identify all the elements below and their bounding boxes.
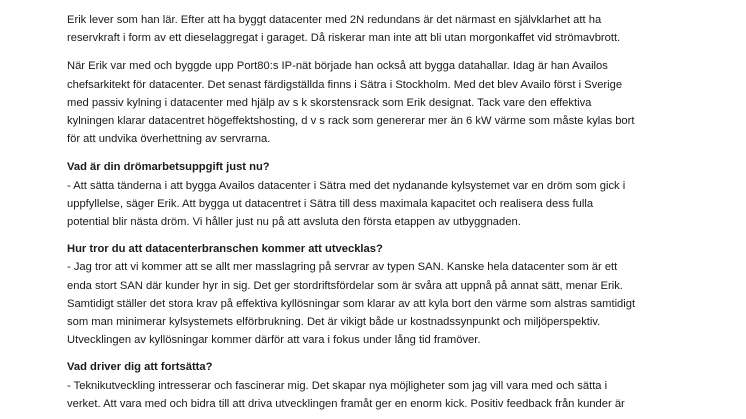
article-body	[67, 11, 707, 419]
answer-paragraph: - Att sätta tänderna i att bygga Availos datacenter i Sätra med det nydanande kylsystemet var en dröm som gick i uppfyllelse, säger Erik. Att bygga ut datacentret i Sätra till dess maximala kapacitet och realisera dess fulla potential blir nästa dröm. Vi håller just nu på att avsluta den första etappen av utbyggnaden.	[67, 179, 626, 229]
answer-paragraph: - Teknikutveckling intresserar och fascinerar mig. Det skapar nya möjligheter som jag vill vara med och sätta i verket. Att vara med och bidra till att driva utvecklingen framåt ger en enorm kick. Positiv feedback från kunder är	[67, 379, 625, 410]
question-heading: Vad driver dig att fortsätta?	[67, 361, 213, 374]
intro-paragraph-2: När Erik var med och byggde upp Port80:s IP-nät började han också att bygga datahallar. Idag är han Availos chefsarkitekt för datacenter. Det senast färdigställda finns i Sätra i Stockholm. Med det blev Availo först i Sverige med passiv kylning i datacenter med hjälp av s k skorstensrack som Erik designat. Tack vare den effektiva kylningen klarar datacentret högeffektshosting, d v s rack som genererar mer än 6 kW värme som måste kylas bort för att undvika överhettning av servrarna.	[67, 60, 635, 146]
qa-block-3	[67, 358, 707, 413]
intro-paragraph-1: Erik lever som han lär. Efter att ha byggt datacenter med 2N redundans är det närmast en självklarhet att ha reservkraft i form av ett dieselaggregat i garaget. Då riskerar man inte att bli utan morgonkaffet vid strömavbrott.	[67, 14, 621, 45]
question-heading: Vad är din drömarbetsuppgift just nu?	[67, 161, 270, 174]
qa-block-2	[67, 240, 707, 349]
qa-block-1	[67, 158, 707, 231]
question-heading: Hur tror du att datacenterbranschen kommer att utvecklas?	[67, 243, 383, 256]
answer-paragraph: - Jag tror att vi kommer att se allt mer masslagring på servrar av typen SAN. Kanske hela datacenter som är ett enda stort SAN där kunder hyr in sig. Det ger stordriftsfördelar som är svåra att uppnå på annat sätt, menar Erik. Samtidigt ställer det stora krav på effektiva kyllösningar som klarar av att kyla bort den värme som alstras samtidigt som man minimerar kylsystemets elförbrukning. Det är vikigt både ur kostnadssynpunkt och miljöperspektiv. Utvecklingen av kyllösningar kommer därför att vara i fokus under lång tid framöver.	[67, 261, 636, 347]
